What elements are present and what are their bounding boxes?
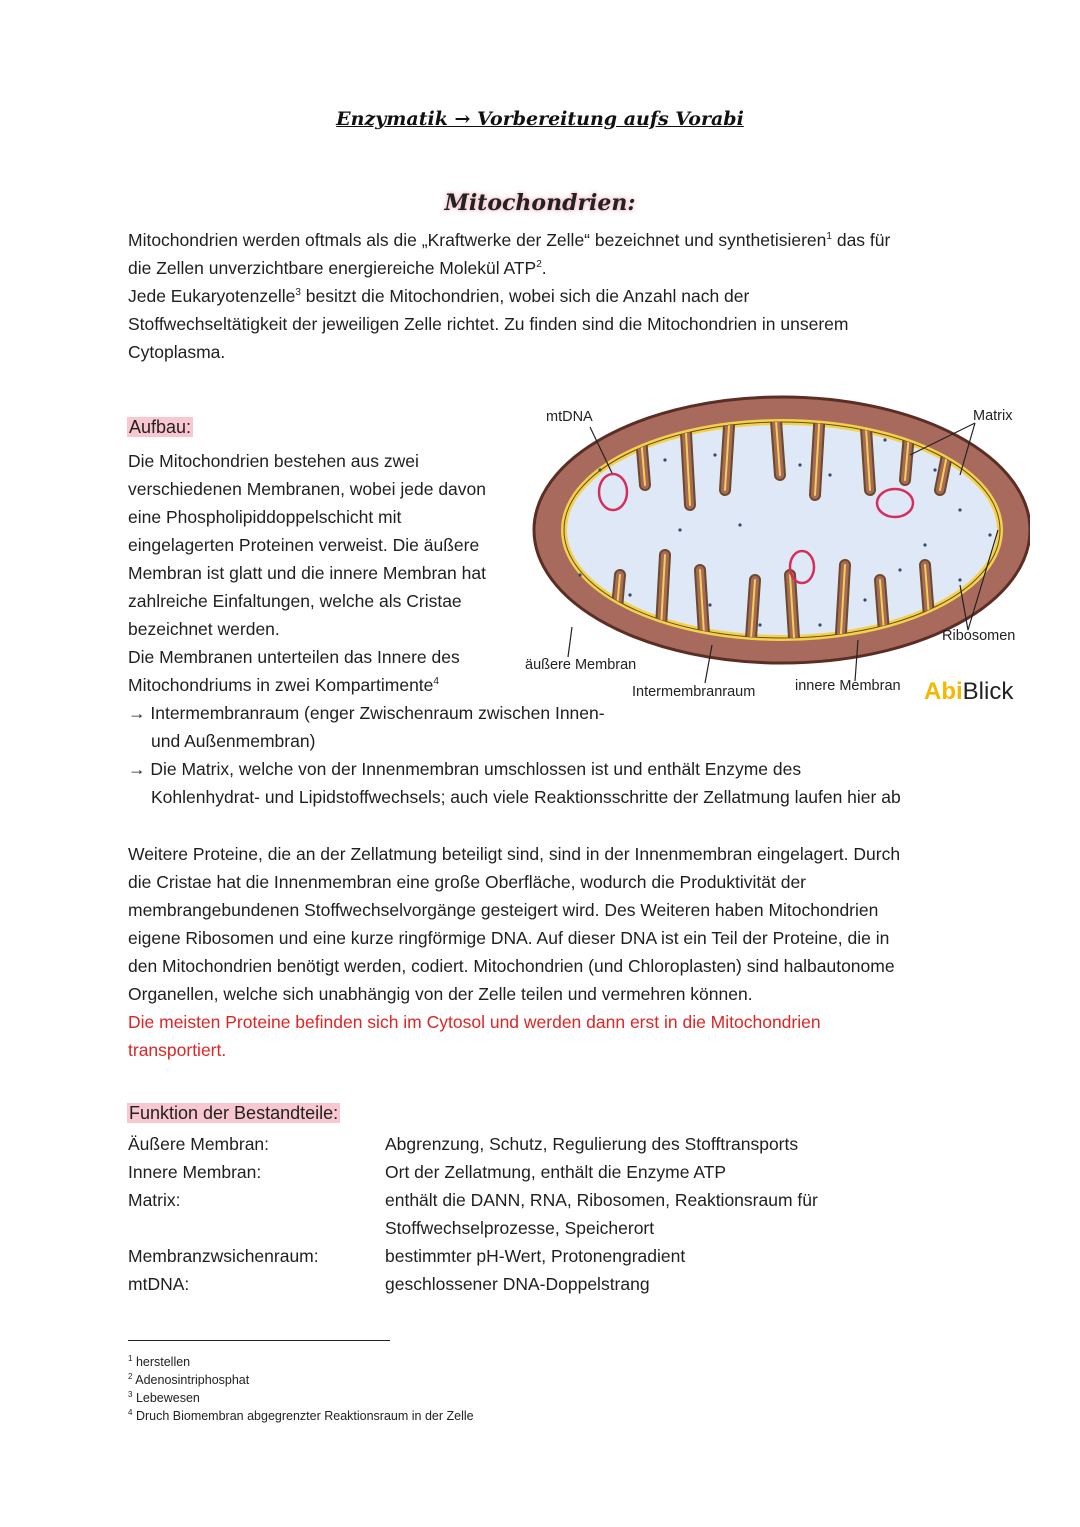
red-note-line: Die meisten Proteine befinden sich im Cytosol und werden dann erst in die Mitochondrien: [128, 1012, 821, 1032]
abiblick-logo: [924, 678, 1013, 706]
footnote-number: 4: [128, 1407, 133, 1417]
aufbau-paragraph: [128, 447, 528, 699]
label-mtdna: mtDNA: [546, 409, 593, 425]
footnote-number: 1: [128, 1353, 133, 1363]
footnote-text: herstellen: [135, 1355, 191, 1369]
aufbau-line: Die Mitochondrien bestehen aus zwei: [128, 451, 419, 471]
funktion-term: Äußere Membran:: [128, 1134, 270, 1154]
aufbau-line: Mitochondriums in zwei Kompartimente: [128, 675, 434, 695]
footnotes: [128, 1353, 474, 1425]
footnote-number: 2: [128, 1371, 133, 1381]
footnote-separator: [128, 1340, 390, 1341]
aufbau-line: zahlreiche Einfaltungen, welche als Cristae: [128, 591, 462, 611]
footnote-number: 3: [128, 1389, 133, 1399]
weitere-paragraph: [128, 840, 1008, 1064]
compartment-list: [128, 699, 1028, 811]
paragraph-line: membrangebundenen Stoffwechselvorgänge gesteigert wird. Des Weiteren haben Mitochondrien: [128, 900, 879, 920]
funktion-term: Innere Membran:: [128, 1162, 262, 1182]
aufbau-line: bezeichnet werden.: [128, 619, 280, 639]
red-note-line: transportiert.: [128, 1040, 227, 1060]
aufbau-line: Die Membranen unterteilen das Innere des: [128, 647, 460, 667]
funktion-desc: bestimmter pH-Wert, Protonengradient: [385, 1246, 686, 1266]
funktion-term: mtDNA:: [128, 1274, 190, 1294]
intro-line-3-end: besitzt die Mitochondrien, wobei sich die Anzahl nach der: [300, 286, 750, 306]
funktion-desc: geschlossener DNA-Doppelstrang: [385, 1274, 650, 1294]
label-matrix: Matrix: [973, 408, 1013, 424]
intro-line-5: Cytoplasma.: [128, 342, 226, 362]
paragraph-line: den Mitochondrien benötigt werden, codiert. Mitochondrien (und Chloroplasten) sind halbautonome: [128, 956, 895, 976]
logo-part-abi: Abi: [924, 678, 963, 705]
bullet-intermembranraum-cont: und Außenmembran): [151, 731, 316, 751]
bullet-intermembranraum: → Intermembranraum (enger Zwischenraum zwischen Innen-: [128, 703, 605, 723]
logo-part-blick: Blick: [962, 678, 1014, 705]
label-intermembranraum: Intermembranraum: [632, 684, 756, 700]
intro-line-3: Jede Eukaryotenzelle: [128, 286, 296, 306]
document-title: Enzymatik → Vorbereitung aufs Vorabi: [336, 108, 744, 130]
funktion-desc: Ort der Zellatmung, enthält die Enzyme ATP: [385, 1162, 727, 1182]
funktion-heading: Funktion der Bestandteile:: [129, 1103, 339, 1123]
footnote-ref: 1: [826, 231, 832, 243]
footnote-ref: 3: [295, 287, 301, 299]
footnote-ref: 2: [536, 259, 542, 271]
funktion-desc: Abgrenzung, Schutz, Regulierung des Stofftransports: [385, 1134, 799, 1154]
funktion-desc: Stoffwechselprozesse, Speicherort: [385, 1218, 655, 1238]
funktion-term: Membranzwsichenraum:: [128, 1246, 319, 1266]
intro-line-2-end: .: [541, 258, 547, 278]
funktion-term: Matrix:: [128, 1190, 181, 1210]
aufbau-line: Membran ist glatt und die innere Membran hat: [128, 563, 486, 583]
paragraph-line: Organellen, welche sich unabhängig von der Zelle teilen und vermehren können.: [128, 984, 753, 1004]
footnote-text: Adenosintriphosphat: [135, 1373, 250, 1387]
label-innere-membran: innere Membran: [795, 678, 901, 694]
section-title-mitochondrien: Mitochondrien:: [444, 190, 636, 216]
aufbau-line: eine Phospholipiddoppelschicht mit: [128, 507, 402, 527]
intro-paragraph: [128, 226, 968, 366]
mitochondrion-diagram: [520, 395, 1030, 695]
label-aeussere-membran: äußere Membran: [525, 657, 637, 673]
footnote-text: Druch Biomembran abgegrenzter Reaktionsraum in der Zelle: [135, 1409, 474, 1423]
label-ribosomen: Ribosomen: [942, 628, 1016, 644]
aufbau-heading: Aufbau:: [129, 417, 192, 437]
aufbau-line: verschiedenen Membranen, wobei jede davon: [128, 479, 487, 499]
funktion-desc: enthält die DANN, RNA, Ribosomen, Reaktionsraum für: [385, 1190, 818, 1210]
bullet-matrix: → Die Matrix, welche von der Innenmembran umschlossen ist und enthält Enzyme des: [128, 759, 802, 779]
aufbau-line: eingelagerten Proteinen verweist. Die äußere: [128, 535, 480, 555]
footnote-text: Lebewesen: [135, 1391, 200, 1405]
footnote-ref: 4: [433, 676, 439, 688]
intro-line-2: die Zellen unverzichtbare energiereiche Molekül ATP: [128, 258, 537, 278]
paragraph-line: Weitere Proteine, die an der Zellatmung beteiligt sind, sind in der Innenmembran eingelagert. Durch: [128, 844, 901, 864]
paragraph-line: eigene Ribosomen und eine kurze ringförmige DNA. Auf dieser DNA ist ein Teil der Proteine, die in: [128, 928, 890, 948]
intro-line-1-end: das für: [831, 230, 891, 250]
intro-line-4: Stoffwechseltätigkeit der jeweiligen Zelle richtet. Zu finden sind die Mitochondrien in unserem: [128, 314, 849, 334]
bullet-matrix-cont: Kohlenhydrat- und Lipidstoffwechsels; auch viele Reaktionsschritte der Zellatmung laufen hier ab: [151, 787, 901, 807]
paragraph-line: die Cristae hat die Innenmembran eine große Oberfläche, wodurch die Produktivität der: [128, 872, 807, 892]
intro-line-1: Mitochondrien werden oftmals als die „Kraftwerke der Zelle“ bezeichnet und synthetisieren: [128, 230, 827, 250]
